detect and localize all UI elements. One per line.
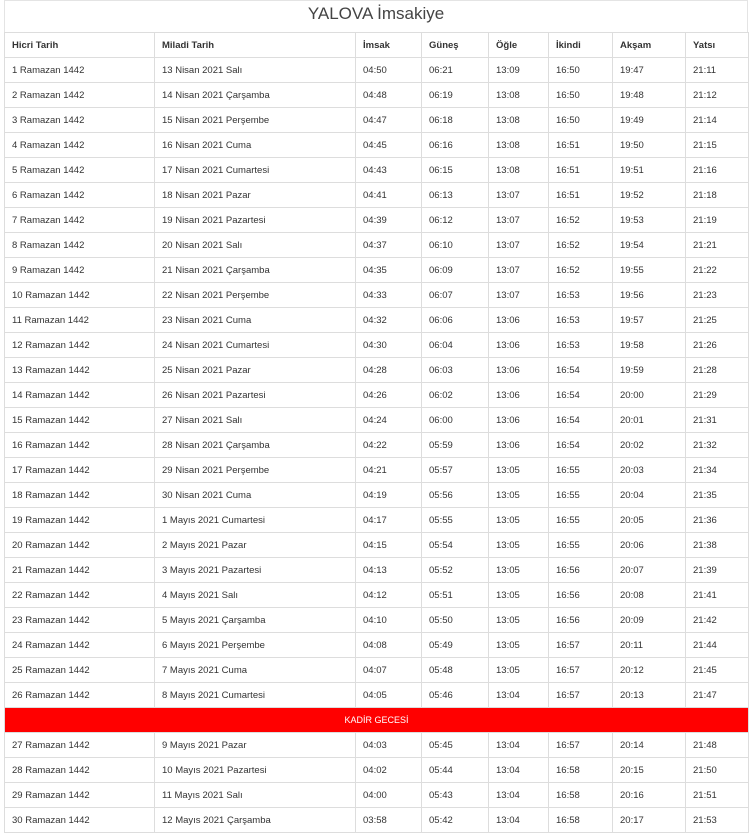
header-aksam: Akşam bbox=[613, 33, 686, 58]
cell-imsak: 04:50 bbox=[356, 58, 422, 83]
cell-ogle: 13:04 bbox=[489, 683, 549, 708]
cell-ogle: 13:04 bbox=[489, 783, 549, 808]
cell-ogle: 13:06 bbox=[489, 358, 549, 383]
cell-ogle: 13:05 bbox=[489, 533, 549, 558]
cell-hicri-tarih: 18 Ramazan 1442 bbox=[5, 483, 155, 508]
cell-yatsi: 21:32 bbox=[686, 433, 749, 458]
cell-ogle: 13:05 bbox=[489, 458, 549, 483]
table-row bbox=[5, 608, 749, 633]
cell-gunes: 06:04 bbox=[422, 333, 489, 358]
cell-hicri-tarih: 10 Ramazan 1442 bbox=[5, 283, 155, 308]
cell-miladi-tarih: 16 Nisan 2021 Cuma bbox=[155, 133, 356, 158]
cell-hicri-tarih: 30 Ramazan 1442 bbox=[5, 808, 155, 833]
cell-yatsi: 21:34 bbox=[686, 458, 749, 483]
cell-ikindi: 16:56 bbox=[549, 608, 613, 633]
cell-gunes: 05:56 bbox=[422, 483, 489, 508]
cell-miladi-tarih: 25 Nisan 2021 Pazar bbox=[155, 358, 356, 383]
cell-gunes: 05:46 bbox=[422, 683, 489, 708]
cell-aksam: 20:13 bbox=[613, 683, 686, 708]
table-row bbox=[5, 433, 749, 458]
cell-imsak: 04:26 bbox=[356, 383, 422, 408]
cell-ikindi: 16:54 bbox=[549, 408, 613, 433]
cell-imsak: 04:33 bbox=[356, 283, 422, 308]
cell-miladi-tarih: 27 Nisan 2021 Salı bbox=[155, 408, 356, 433]
cell-gunes: 05:45 bbox=[422, 733, 489, 758]
cell-aksam: 20:15 bbox=[613, 758, 686, 783]
cell-imsak: 04:47 bbox=[356, 108, 422, 133]
cell-imsak: 04:17 bbox=[356, 508, 422, 533]
cell-gunes: 05:49 bbox=[422, 633, 489, 658]
cell-hicri-tarih: 28 Ramazan 1442 bbox=[5, 758, 155, 783]
cell-aksam: 19:59 bbox=[613, 358, 686, 383]
cell-aksam: 20:11 bbox=[613, 633, 686, 658]
cell-yatsi: 21:51 bbox=[686, 783, 749, 808]
cell-gunes: 05:42 bbox=[422, 808, 489, 833]
cell-ogle: 13:07 bbox=[489, 258, 549, 283]
header-imsak: İmsak bbox=[356, 33, 422, 58]
cell-yatsi: 21:26 bbox=[686, 333, 749, 358]
cell-hicri-tarih: 4 Ramazan 1442 bbox=[5, 133, 155, 158]
cell-ikindi: 16:52 bbox=[549, 258, 613, 283]
table-header bbox=[5, 33, 749, 58]
table-row bbox=[5, 258, 749, 283]
cell-aksam: 19:53 bbox=[613, 208, 686, 233]
cell-aksam: 19:56 bbox=[613, 283, 686, 308]
cell-ikindi: 16:56 bbox=[549, 558, 613, 583]
table-row bbox=[5, 83, 749, 108]
cell-aksam: 20:06 bbox=[613, 533, 686, 558]
cell-hicri-tarih: 9 Ramazan 1442 bbox=[5, 258, 155, 283]
cell-aksam: 20:14 bbox=[613, 733, 686, 758]
table-row bbox=[5, 533, 749, 558]
table-row bbox=[5, 308, 749, 333]
cell-ikindi: 16:51 bbox=[549, 133, 613, 158]
cell-gunes: 05:57 bbox=[422, 458, 489, 483]
cell-miladi-tarih: 13 Nisan 2021 Salı bbox=[155, 58, 356, 83]
cell-ikindi: 16:57 bbox=[549, 733, 613, 758]
cell-miladi-tarih: 6 Mayıs 2021 Perşembe bbox=[155, 633, 356, 658]
cell-imsak: 04:15 bbox=[356, 533, 422, 558]
cell-aksam: 19:57 bbox=[613, 308, 686, 333]
cell-yatsi: 21:47 bbox=[686, 683, 749, 708]
cell-miladi-tarih: 2 Mayıs 2021 Pazar bbox=[155, 533, 356, 558]
cell-gunes: 06:19 bbox=[422, 83, 489, 108]
cell-gunes: 05:52 bbox=[422, 558, 489, 583]
table-row bbox=[5, 158, 749, 183]
table-body bbox=[5, 58, 749, 833]
cell-ikindi: 16:57 bbox=[549, 633, 613, 658]
table-row bbox=[5, 408, 749, 433]
cell-miladi-tarih: 3 Mayıs 2021 Pazartesi bbox=[155, 558, 356, 583]
cell-imsak: 04:35 bbox=[356, 258, 422, 283]
cell-yatsi: 21:21 bbox=[686, 233, 749, 258]
cell-ogle: 13:07 bbox=[489, 233, 549, 258]
cell-aksam: 20:08 bbox=[613, 583, 686, 608]
cell-miladi-tarih: 29 Nisan 2021 Perşembe bbox=[155, 458, 356, 483]
table-row bbox=[5, 133, 749, 158]
table-row bbox=[5, 583, 749, 608]
cell-ogle: 13:07 bbox=[489, 183, 549, 208]
cell-ogle: 13:08 bbox=[489, 83, 549, 108]
cell-aksam: 19:54 bbox=[613, 233, 686, 258]
cell-imsak: 04:21 bbox=[356, 458, 422, 483]
cell-gunes: 06:15 bbox=[422, 158, 489, 183]
cell-yatsi: 21:44 bbox=[686, 633, 749, 658]
cell-gunes: 06:09 bbox=[422, 258, 489, 283]
cell-imsak: 04:10 bbox=[356, 608, 422, 633]
cell-ikindi: 16:51 bbox=[549, 158, 613, 183]
cell-ogle: 13:04 bbox=[489, 808, 549, 833]
cell-ogle: 13:04 bbox=[489, 733, 549, 758]
cell-hicri-tarih: 5 Ramazan 1442 bbox=[5, 158, 155, 183]
cell-ogle: 13:08 bbox=[489, 158, 549, 183]
cell-yatsi: 21:36 bbox=[686, 508, 749, 533]
cell-ikindi: 16:55 bbox=[549, 508, 613, 533]
cell-ogle: 13:04 bbox=[489, 758, 549, 783]
cell-gunes: 06:06 bbox=[422, 308, 489, 333]
table-row bbox=[5, 58, 749, 83]
cell-hicri-tarih: 8 Ramazan 1442 bbox=[5, 233, 155, 258]
cell-imsak: 04:45 bbox=[356, 133, 422, 158]
cell-gunes: 05:44 bbox=[422, 758, 489, 783]
cell-yatsi: 21:29 bbox=[686, 383, 749, 408]
cell-miladi-tarih: 14 Nisan 2021 Çarşamba bbox=[155, 83, 356, 108]
cell-imsak: 04:39 bbox=[356, 208, 422, 233]
cell-ogle: 13:05 bbox=[489, 633, 549, 658]
cell-ikindi: 16:54 bbox=[549, 383, 613, 408]
cell-gunes: 06:21 bbox=[422, 58, 489, 83]
cell-imsak: 04:00 bbox=[356, 783, 422, 808]
cell-aksam: 20:01 bbox=[613, 408, 686, 433]
cell-ikindi: 16:55 bbox=[549, 533, 613, 558]
cell-gunes: 06:00 bbox=[422, 408, 489, 433]
cell-hicri-tarih: 25 Ramazan 1442 bbox=[5, 658, 155, 683]
cell-miladi-tarih: 20 Nisan 2021 Salı bbox=[155, 233, 356, 258]
table-row bbox=[5, 108, 749, 133]
cell-yatsi: 21:14 bbox=[686, 108, 749, 133]
cell-yatsi: 21:19 bbox=[686, 208, 749, 233]
cell-miladi-tarih: 4 Mayıs 2021 Salı bbox=[155, 583, 356, 608]
cell-hicri-tarih: 17 Ramazan 1442 bbox=[5, 458, 155, 483]
cell-hicri-tarih: 2 Ramazan 1442 bbox=[5, 83, 155, 108]
cell-hicri-tarih: 6 Ramazan 1442 bbox=[5, 183, 155, 208]
special-row-label: KADİR GECESİ bbox=[5, 708, 749, 733]
cell-ogle: 13:05 bbox=[489, 508, 549, 533]
cell-ikindi: 16:50 bbox=[549, 108, 613, 133]
cell-yatsi: 21:18 bbox=[686, 183, 749, 208]
cell-ogle: 13:08 bbox=[489, 133, 549, 158]
cell-ikindi: 16:53 bbox=[549, 283, 613, 308]
cell-miladi-tarih: 26 Nisan 2021 Pazartesi bbox=[155, 383, 356, 408]
header-ikindi: İkindi bbox=[549, 33, 613, 58]
cell-aksam: 20:16 bbox=[613, 783, 686, 808]
table-row bbox=[5, 783, 749, 808]
cell-yatsi: 21:48 bbox=[686, 733, 749, 758]
cell-imsak: 04:08 bbox=[356, 633, 422, 658]
cell-ikindi: 16:58 bbox=[549, 783, 613, 808]
cell-gunes: 06:13 bbox=[422, 183, 489, 208]
cell-hicri-tarih: 24 Ramazan 1442 bbox=[5, 633, 155, 658]
cell-hicri-tarih: 21 Ramazan 1442 bbox=[5, 558, 155, 583]
cell-miladi-tarih: 7 Mayıs 2021 Cuma bbox=[155, 658, 356, 683]
cell-ogle: 13:06 bbox=[489, 383, 549, 408]
cell-hicri-tarih: 20 Ramazan 1442 bbox=[5, 533, 155, 558]
header-hicri-tarih: Hicri Tarih bbox=[5, 33, 155, 58]
cell-hicri-tarih: 23 Ramazan 1442 bbox=[5, 608, 155, 633]
cell-aksam: 19:49 bbox=[613, 108, 686, 133]
imsakiye-container bbox=[4, 0, 748, 833]
cell-hicri-tarih: 3 Ramazan 1442 bbox=[5, 108, 155, 133]
cell-aksam: 19:51 bbox=[613, 158, 686, 183]
cell-aksam: 19:55 bbox=[613, 258, 686, 283]
cell-imsak: 04:37 bbox=[356, 233, 422, 258]
cell-miladi-tarih: 21 Nisan 2021 Çarşamba bbox=[155, 258, 356, 283]
cell-yatsi: 21:42 bbox=[686, 608, 749, 633]
cell-gunes: 06:10 bbox=[422, 233, 489, 258]
cell-gunes: 05:59 bbox=[422, 433, 489, 458]
cell-aksam: 20:05 bbox=[613, 508, 686, 533]
imsakiye-table bbox=[4, 32, 749, 833]
cell-aksam: 20:00 bbox=[613, 383, 686, 408]
page-title: YALOVA İmsakiye bbox=[4, 0, 748, 32]
cell-imsak: 04:05 bbox=[356, 683, 422, 708]
cell-hicri-tarih: 1 Ramazan 1442 bbox=[5, 58, 155, 83]
cell-miladi-tarih: 22 Nisan 2021 Perşembe bbox=[155, 283, 356, 308]
cell-hicri-tarih: 29 Ramazan 1442 bbox=[5, 783, 155, 808]
cell-yatsi: 21:12 bbox=[686, 83, 749, 108]
header-row bbox=[5, 33, 749, 58]
cell-miladi-tarih: 18 Nisan 2021 Pazar bbox=[155, 183, 356, 208]
table-row bbox=[5, 458, 749, 483]
cell-hicri-tarih: 13 Ramazan 1442 bbox=[5, 358, 155, 383]
cell-miladi-tarih: 11 Mayıs 2021 Salı bbox=[155, 783, 356, 808]
cell-miladi-tarih: 28 Nisan 2021 Çarşamba bbox=[155, 433, 356, 458]
cell-gunes: 05:43 bbox=[422, 783, 489, 808]
cell-ikindi: 16:51 bbox=[549, 183, 613, 208]
cell-miladi-tarih: 10 Mayıs 2021 Pazartesi bbox=[155, 758, 356, 783]
header-yatsi: Yatsı bbox=[686, 33, 749, 58]
cell-yatsi: 21:38 bbox=[686, 533, 749, 558]
table-row bbox=[5, 683, 749, 708]
cell-aksam: 20:12 bbox=[613, 658, 686, 683]
cell-imsak: 04:03 bbox=[356, 733, 422, 758]
cell-miladi-tarih: 19 Nisan 2021 Pazartesi bbox=[155, 208, 356, 233]
cell-miladi-tarih: 24 Nisan 2021 Cumartesi bbox=[155, 333, 356, 358]
cell-ogle: 13:06 bbox=[489, 408, 549, 433]
cell-miladi-tarih: 9 Mayıs 2021 Pazar bbox=[155, 733, 356, 758]
cell-gunes: 05:51 bbox=[422, 583, 489, 608]
header-miladi-tarih: Miladi Tarih bbox=[155, 33, 356, 58]
cell-ikindi: 16:57 bbox=[549, 658, 613, 683]
cell-aksam: 20:03 bbox=[613, 458, 686, 483]
cell-yatsi: 21:50 bbox=[686, 758, 749, 783]
cell-ikindi: 16:54 bbox=[549, 433, 613, 458]
cell-aksam: 19:48 bbox=[613, 83, 686, 108]
cell-miladi-tarih: 17 Nisan 2021 Cumartesi bbox=[155, 158, 356, 183]
cell-gunes: 06:02 bbox=[422, 383, 489, 408]
cell-ikindi: 16:50 bbox=[549, 58, 613, 83]
cell-gunes: 05:48 bbox=[422, 658, 489, 683]
cell-yatsi: 21:41 bbox=[686, 583, 749, 608]
cell-yatsi: 21:35 bbox=[686, 483, 749, 508]
cell-hicri-tarih: 22 Ramazan 1442 bbox=[5, 583, 155, 608]
cell-imsak: 04:02 bbox=[356, 758, 422, 783]
cell-ogle: 13:05 bbox=[489, 608, 549, 633]
cell-yatsi: 21:25 bbox=[686, 308, 749, 333]
cell-ogle: 13:06 bbox=[489, 308, 549, 333]
cell-aksam: 20:17 bbox=[613, 808, 686, 833]
cell-gunes: 05:50 bbox=[422, 608, 489, 633]
cell-ikindi: 16:56 bbox=[549, 583, 613, 608]
table-row bbox=[5, 508, 749, 533]
cell-ikindi: 16:55 bbox=[549, 458, 613, 483]
header-gunes: Güneş bbox=[422, 33, 489, 58]
cell-ogle: 13:08 bbox=[489, 108, 549, 133]
cell-imsak: 04:28 bbox=[356, 358, 422, 383]
cell-yatsi: 21:11 bbox=[686, 58, 749, 83]
cell-ogle: 13:05 bbox=[489, 483, 549, 508]
cell-miladi-tarih: 12 Mayıs 2021 Çarşamba bbox=[155, 808, 356, 833]
cell-imsak: 04:22 bbox=[356, 433, 422, 458]
cell-hicri-tarih: 12 Ramazan 1442 bbox=[5, 333, 155, 358]
cell-ikindi: 16:50 bbox=[549, 83, 613, 108]
table-row bbox=[5, 333, 749, 358]
table-row bbox=[5, 658, 749, 683]
cell-gunes: 06:07 bbox=[422, 283, 489, 308]
cell-imsak: 03:58 bbox=[356, 808, 422, 833]
cell-ikindi: 16:54 bbox=[549, 358, 613, 383]
cell-aksam: 20:07 bbox=[613, 558, 686, 583]
table-row bbox=[5, 358, 749, 383]
table-row bbox=[5, 558, 749, 583]
cell-ikindi: 16:52 bbox=[549, 233, 613, 258]
cell-miladi-tarih: 5 Mayıs 2021 Çarşamba bbox=[155, 608, 356, 633]
table-row bbox=[5, 483, 749, 508]
table-row bbox=[5, 733, 749, 758]
cell-ogle: 13:09 bbox=[489, 58, 549, 83]
cell-ikindi: 16:53 bbox=[549, 333, 613, 358]
cell-miladi-tarih: 23 Nisan 2021 Cuma bbox=[155, 308, 356, 333]
cell-imsak: 04:19 bbox=[356, 483, 422, 508]
cell-gunes: 06:03 bbox=[422, 358, 489, 383]
cell-ikindi: 16:53 bbox=[549, 308, 613, 333]
cell-miladi-tarih: 15 Nisan 2021 Perşembe bbox=[155, 108, 356, 133]
cell-yatsi: 21:15 bbox=[686, 133, 749, 158]
cell-yatsi: 21:23 bbox=[686, 283, 749, 308]
cell-aksam: 20:02 bbox=[613, 433, 686, 458]
table-row bbox=[5, 383, 749, 408]
cell-aksam: 20:09 bbox=[613, 608, 686, 633]
table-row bbox=[5, 633, 749, 658]
cell-aksam: 19:52 bbox=[613, 183, 686, 208]
special-row-kadir-gecesi bbox=[5, 708, 749, 733]
cell-hicri-tarih: 27 Ramazan 1442 bbox=[5, 733, 155, 758]
cell-ikindi: 16:52 bbox=[549, 208, 613, 233]
cell-yatsi: 21:31 bbox=[686, 408, 749, 433]
cell-ogle: 13:07 bbox=[489, 283, 549, 308]
cell-ogle: 13:05 bbox=[489, 658, 549, 683]
cell-aksam: 20:04 bbox=[613, 483, 686, 508]
cell-miladi-tarih: 30 Nisan 2021 Cuma bbox=[155, 483, 356, 508]
cell-yatsi: 21:16 bbox=[686, 158, 749, 183]
cell-ogle: 13:06 bbox=[489, 433, 549, 458]
cell-yatsi: 21:22 bbox=[686, 258, 749, 283]
cell-hicri-tarih: 26 Ramazan 1442 bbox=[5, 683, 155, 708]
cell-imsak: 04:12 bbox=[356, 583, 422, 608]
cell-hicri-tarih: 11 Ramazan 1442 bbox=[5, 308, 155, 333]
cell-yatsi: 21:45 bbox=[686, 658, 749, 683]
cell-yatsi: 21:28 bbox=[686, 358, 749, 383]
cell-ogle: 13:07 bbox=[489, 208, 549, 233]
cell-imsak: 04:41 bbox=[356, 183, 422, 208]
cell-hicri-tarih: 19 Ramazan 1442 bbox=[5, 508, 155, 533]
cell-ogle: 13:05 bbox=[489, 558, 549, 583]
header-ogle: Öğle bbox=[489, 33, 549, 58]
cell-ikindi: 16:55 bbox=[549, 483, 613, 508]
cell-ogle: 13:06 bbox=[489, 333, 549, 358]
cell-ikindi: 16:58 bbox=[549, 808, 613, 833]
table-row bbox=[5, 208, 749, 233]
cell-gunes: 06:18 bbox=[422, 108, 489, 133]
table-row bbox=[5, 283, 749, 308]
cell-imsak: 04:32 bbox=[356, 308, 422, 333]
cell-gunes: 06:12 bbox=[422, 208, 489, 233]
table-row bbox=[5, 808, 749, 833]
cell-gunes: 05:54 bbox=[422, 533, 489, 558]
cell-miladi-tarih: 8 Mayıs 2021 Cumartesi bbox=[155, 683, 356, 708]
cell-miladi-tarih: 1 Mayıs 2021 Cumartesi bbox=[155, 508, 356, 533]
cell-imsak: 04:43 bbox=[356, 158, 422, 183]
cell-imsak: 04:48 bbox=[356, 83, 422, 108]
cell-hicri-tarih: 16 Ramazan 1442 bbox=[5, 433, 155, 458]
table-row bbox=[5, 758, 749, 783]
cell-gunes: 06:16 bbox=[422, 133, 489, 158]
cell-gunes: 05:55 bbox=[422, 508, 489, 533]
cell-hicri-tarih: 7 Ramazan 1442 bbox=[5, 208, 155, 233]
cell-hicri-tarih: 14 Ramazan 1442 bbox=[5, 383, 155, 408]
cell-aksam: 19:58 bbox=[613, 333, 686, 358]
cell-yatsi: 21:39 bbox=[686, 558, 749, 583]
cell-ikindi: 16:58 bbox=[549, 758, 613, 783]
table-row bbox=[5, 233, 749, 258]
cell-imsak: 04:24 bbox=[356, 408, 422, 433]
cell-imsak: 04:07 bbox=[356, 658, 422, 683]
cell-aksam: 19:50 bbox=[613, 133, 686, 158]
cell-ogle: 13:05 bbox=[489, 583, 549, 608]
cell-yatsi: 21:53 bbox=[686, 808, 749, 833]
cell-hicri-tarih: 15 Ramazan 1442 bbox=[5, 408, 155, 433]
cell-imsak: 04:13 bbox=[356, 558, 422, 583]
cell-ikindi: 16:57 bbox=[549, 683, 613, 708]
table-row bbox=[5, 183, 749, 208]
cell-aksam: 19:47 bbox=[613, 58, 686, 83]
cell-imsak: 04:30 bbox=[356, 333, 422, 358]
